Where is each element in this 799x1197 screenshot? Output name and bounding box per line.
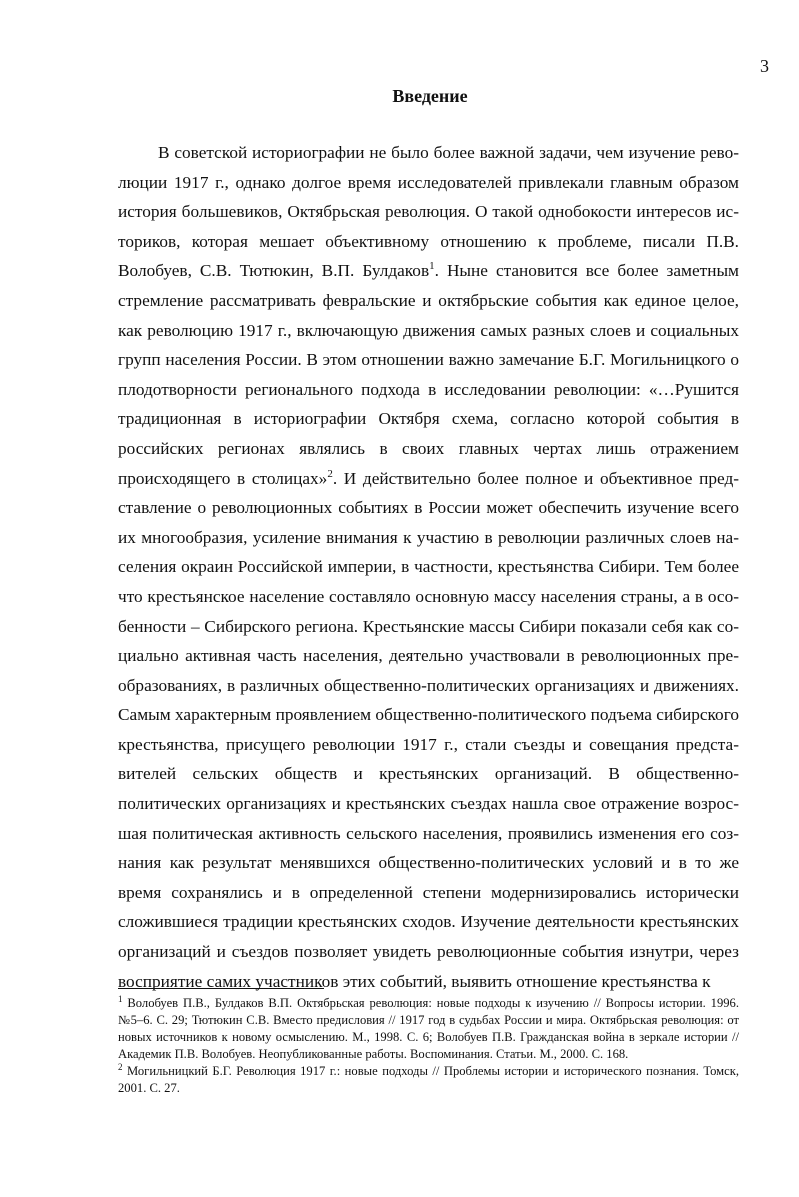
paragraph-text-part-3: . И действительно более полное и объективное представление о революционных событиях в России может обеспечить изучение всего их многообразия, усиление внимания к участию в революции различных слоев населения окраин Российской империи, в частности, крестьянства Сибири. Тем более что крестьянское население составляло основную массу населения страны, а в особенности – Сибирского региона. Крестьянские массы Сибири показали себя как социально активная часть населения, деятельно участвовали в революционных преобразованиях, в различных общественно-политических организациях и движениях. Самым характерным проявлением общественно-политического подъема сибирского крестьянства, присущего революции 1917 г., стали съезды и совещания представителей сельских обществ и крестьянских организаций. В общественно-политических организациях и крестьянских съездах нашла свое отражение возросшая политическая активность сельского населения, проявились изменения его сознания как результат менявшихся общественно-политических условий и в то же время сохранялись и в определенной степени модернизировались исторически сложившиеся традиции крестьянских сходов. Изучение деятельности крестьянских организаций и съездов позволяет увидеть революционные события изнутри, через восприятие самих участников этих событий, выявить отношение крестьянства к xyxy=(118,468,740,991)
paragraph-text-part-2: . Ныне становится все более заметным стремление рассматривать февральские и октябрьские события как единое целое, как революцию 1917 г., включающую движения самых разных слоев и социальных групп населения России. В этом отношении важно замечание Б.Г. Могильницкого о плодотворности регионального подхода в исследовании революции: «…Рушится традиционная в историографии Октября схема, согласно которой события в российских регионах являлись в своих главных чертах лишь отражением происходящего в столицах» xyxy=(118,261,739,488)
page-number: 3 xyxy=(760,56,769,76)
footnote-2 xyxy=(118,1063,739,1097)
footnote-1 xyxy=(118,995,739,1063)
section-title: Введение xyxy=(392,86,468,106)
footnote-marker: 2 xyxy=(118,1061,123,1072)
main-paragraph xyxy=(118,138,739,996)
footnotes xyxy=(118,995,739,1097)
footnote-reference-1: 1 xyxy=(429,260,435,273)
footnote-text: Могильницкий Б.Г. Революция 1917 г.: новые подходы // Проблемы истории и исторического познания. Томск, 2001. С. 27. xyxy=(118,1064,739,1095)
footnote-separator xyxy=(118,988,324,989)
footnote-text: Волобуев П.В., Булдаков В.П. Октябрьская революция: новые подходы к изучению // Вопросы истории. 1996. №5–6. С. 29; Тютюкин С.В. Вместо предисловия // 1917 год в судьбах России и мира. Октябрьская революция: от новых источников к новому осмыслению. М., 1998. С. 6; Волобуев П.В. Гражданская война в зеркале истории // Академик П.В. Волобуев. Неопубликованные работы. Воспоминания. Статьи. М., 2000. С. 168. xyxy=(118,996,739,1061)
footnote-marker: 1 xyxy=(118,993,123,1004)
footnote-reference-2: 2 xyxy=(327,467,333,480)
paragraph-text-part-1: В советской историографии не было более важной задачи, чем изучение революции 1917 г., однако долгое время исследователей привлекали главным образом история большевиков, Октябрьская революция. О такой однобокости интересов историков, которая мешает объективному отношению к проблеме, писали П.В. Волобуев, С.В. Тютюкин, В.П. Булдаков xyxy=(118,143,739,281)
